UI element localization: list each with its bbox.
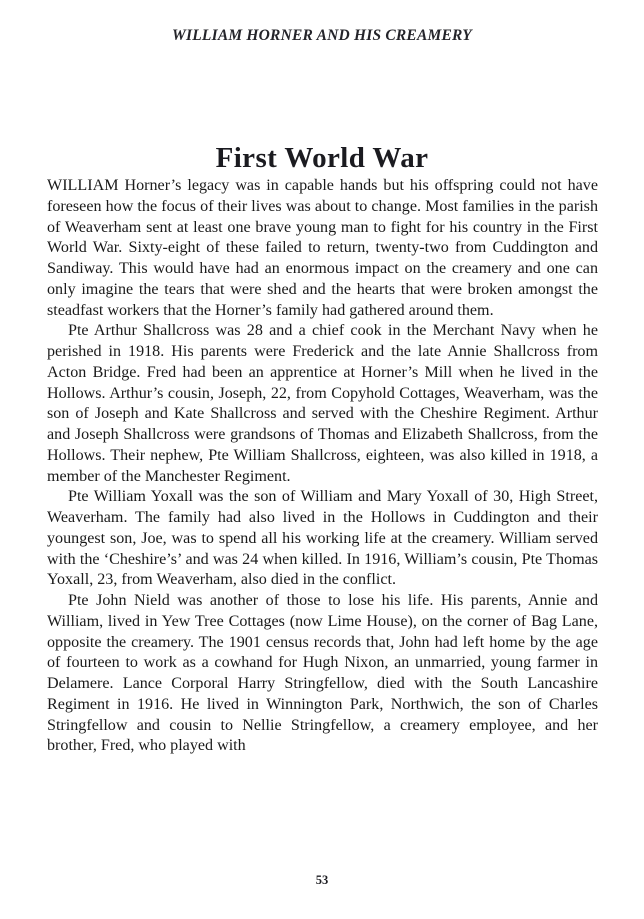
paragraph-legacy-text: Horner’s legacy was in capable hands but his offspring could not have foreseen how the focus of their lives was about to change. Most families in the parish of Weaverham sent at least one brave young man to fight for his country in the First World War. Sixty-eight of these failed to return, twenty-two from Cuddington and Sandiway. This would have had an enormous impact on the creamery and one can only imagine the tears that were shed and the hearts that were broken amongst the steadfast workers that the Horner’s family had gathered around them. xyxy=(47,177,598,319)
paragraph-legacy xyxy=(47,176,598,321)
running-head: WILLIAM HORNER AND HIS CREAMERY xyxy=(172,27,472,44)
paragraph-william-yoxall: Pte William Yoxall was the son of William and Mary Yoxall of 30, High Street, Weaverham. The family had also lived in the Hollows in Cuddington and their youngest son, Joe, was to spend all his working life at the creamery. William served with the ‘Cheshire’s’ and was 24 when killed. In 1916, William’s cousin, Pte Thomas Yoxall, 23, from Weaverham, also died in the conflict. xyxy=(47,488,598,589)
body-text-column xyxy=(47,176,598,757)
page-number: 53 xyxy=(315,873,329,887)
chapter-title: First World War xyxy=(215,142,429,175)
paragraph-john-nield: Pte John Nield was another of those to lose his life. His parents, Annie and William, lived in Yew Tree Cottages (now Lime House), on the corner of Bag Lane, opposite the creamery. The 1901 census records that, John had left home by the age of fourteen to work as a cowhand for Hugh Nixon, an unmarried, young farmer in Delamere. Lance Corporal Harry Stringfellow, died with the South Lancashire Regiment in 1916. He lived in Winnington Park, Northwich, the son of Charles Stringfellow and cousin to Nellie Stringfellow, a creamery employee, and her brother, Fred, who played with xyxy=(47,592,598,755)
paragraph-arthur-shallcross: Pte Arthur Shallcross was 28 and a chief cook in the Merchant Navy when he perished in 1918. His parents were Frederick and the late Annie Shallcross from Acton Bridge. Fred had been an apprentice at Horner’s Mill when he lived in the Hollows. Arthur’s cousin, Joseph, 22, from Copyhold Cottages, Weaverham, was the son of Joseph and Kate Shallcross and served with the Cheshire Regiment. Arthur and Joseph Shallcross were grandsons of Thomas and Elizabeth Shallcross, from the Hollows. Their nephew, Pte William Shallcross, eighteen, was also killed in 1918, a member of the Manchester Regiment. xyxy=(47,322,598,485)
opening-drop-caps: WILLIAM xyxy=(47,177,119,194)
